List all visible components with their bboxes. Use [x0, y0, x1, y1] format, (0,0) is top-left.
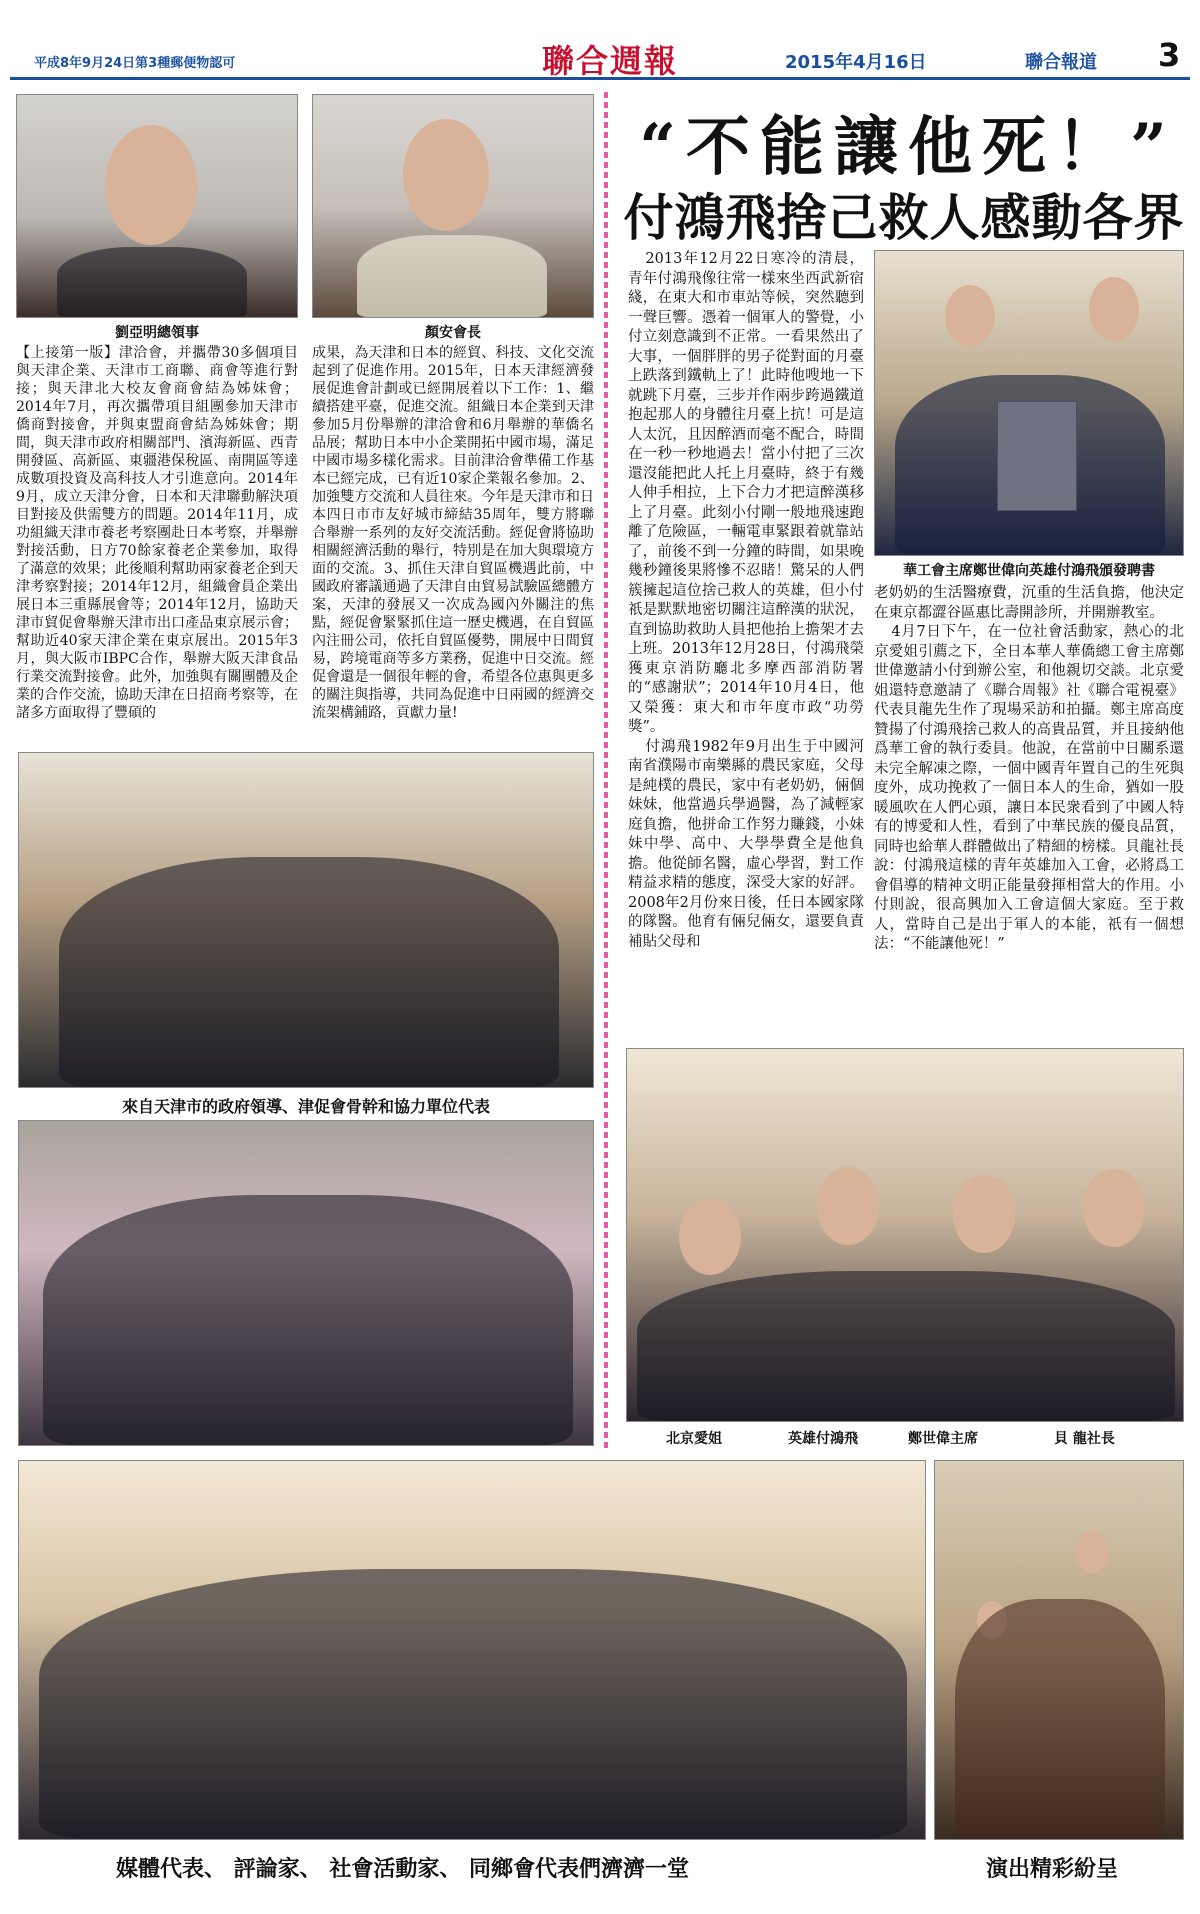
- story-text-2b: 4月7日下午，在一位社會活動家，熱心的北京愛姐引薦之下，全日本華人華僑總工會主席鄭世偉邀請小付到辦公室，和他親切交談。北京愛姐還特意邀請了《聯合周報》社《聯合電視臺》代表貝龍先生作了現場采訪和拍攝。鄭主席高度贊揚了付鴻飛捨己救人的高貴品質，并且接納他爲華工會的執行委員。他說，在當前中日關系還未完全解凍之際，一個中國青年置自己的生死與度外，成功挽救了一個日本人的生命，猶如一股暖風吹在人們心頭，讓日本民衆看到了中國人特有的博愛和人性，看到了中華民族的優良品質，同時也給華人群體做出了精細的榜樣。貝龍社長說：付鴻飛這樣的青年英雄加入工會，必將爲工會倡導的精神文明正能量發揮相當大的作用。小付則說，很高興加入工會這個大家庭。至于救人，當時自己是出于軍人的本能，祇有一個想法：“不能讓他死！”: [874, 624, 1184, 952]
- name-bei-long: 貝 龍社長: [1054, 1431, 1115, 1447]
- chairman-caption: 顏安會長: [425, 325, 481, 341]
- story-text-1: 2013年12月22日寒冷的清晨，青年付鴻飛像往常一樣來坐西武新宿綫，在東大和市車站等候，突然聽到一聲巨響。憑着一個軍人的警覺，小付立刻意識到不正常。一看果然出了大事，一個胖胖的男子從對面的月臺上跌落到鐵軌上了！此時他嗖地一下就跳下月臺，三步并作兩步跨過鐵道抱起那人的身體往月臺上抗！可是這人太沉，且因醉酒而毫不配合，時間在一秒一秒地過去！當小付把了三次還沒能把此人托上月臺時，終于有幾人伸手相拉，上下合力才把這醉漢移上了月臺。此刻小付剛一般地飛速跑離了危險區，一輛電車緊跟着就靠站了，前後不到一分鐘的時間，如果晚幾秒鐘後果將慘不忍睹！驚呆的人們簇擁起這位捨己救人的英雄，但小付祇是默默地密切關注這醉漢的狀況，直到協助救助人員把他抬上擔架才去上班。2013年12月28日，付鴻飛榮獲東京消防廳北多摩西部消防署的“感謝狀”；2014年10月4日，他又榮獲：東大和市年度市政“功勞獎”。: [628, 251, 864, 735]
- postal-permit: 平成8年9月24日第3種郵便物認可: [34, 56, 236, 71]
- consul-general-caption: 劉亞明總領事: [115, 325, 199, 341]
- headline-quote: “不能讓他死！”: [639, 110, 1177, 185]
- issue-date: 2015年4月16日: [785, 52, 927, 73]
- performance-caption: 演出精彩紛呈: [986, 1857, 1119, 1882]
- masthead: [10, 30, 1190, 80]
- award-caption: 華工會主席鄭世偉向英雄付鴻飛頒發聘書: [903, 563, 1155, 579]
- newspaper-title: 聯合週報: [542, 42, 679, 80]
- tianjin-delegation-photo: [18, 752, 594, 1088]
- headline-main: 付鴻飛捨己救人感動各界: [623, 189, 1185, 247]
- consul-general-photo: [16, 94, 298, 318]
- tianjin-delegation-caption: 來自天津市的政府領導、津促會骨幹和協力單位代表: [121, 1097, 490, 1116]
- article-text-col2: 成果，為天津和日本的經貿、科技、文化交流起到了促進作用。2015年，日本天津經濟發展促進會計劃或已經開展着以下工作：1、繼續搭建平臺，促進交流。組織日本企業到天津參加5月份舉辦的津洽會和6月舉辦的華僑名品展；幫助日本中小企業開拓中國市場，滿足中國市場多樣化需求。目前津洽會準備工作基本已經完成，已有近10家企業報名參加。2、加強雙方交流和人員往來。今年是天津市和日本四日市市友好城市締結35周年，雙方將聯合舉辦一系列的友好交流活動。經促會將協助相關經濟活動的舉行，特別是在加大與環境方面的交流。3、抓住天津自貿區機遇此前，中國政府審議通過了天津自由貿易試驗區總體方案，天津的發展又一次成為國內外關注的焦點，經促會緊緊抓住這一歷史機遇，在自貿區內注冊公司，依托自貿區優勢，開展中日間貿易，跨境電商等多方業務，促進中日交流。經促會還是一個很年輕的會，希望各位惠與更多的關注與指導，共同為促進中日兩國的經濟交流架構鋪路，貢獻力量!: [312, 345, 594, 721]
- award-ceremony-photo: [874, 250, 1184, 556]
- name-zheng-shiwei: 鄭世偉主席: [908, 1431, 978, 1447]
- story-column-1: [628, 250, 864, 1038]
- page-number: 3: [1158, 36, 1181, 74]
- media-group-photo: [18, 1460, 926, 1840]
- women-group-photo: [18, 1120, 594, 1446]
- name-beijing-aijie: 北京愛姐: [666, 1431, 722, 1447]
- four-people-photo: [626, 1048, 1184, 1422]
- media-group-caption: 媒體代表、 評論家、 社會活動家、 同鄉會代表們濟濟一堂: [116, 1857, 689, 1882]
- section-brand: 聯合報道: [1025, 52, 1097, 73]
- performance-photo: [934, 1460, 1184, 1840]
- article-continuation-col2: [312, 344, 594, 742]
- story-text-1b: 付鴻飛1982年9月出生于中國河南省濮陽市南樂縣的農民家庭，父母是純樸的農民，家中有老奶奶，倆個妹妹，他當過兵學過醫，為了減輕家庭負擔，他拼命工作努力賺錢，小妹妹中學、高中、大學學費全是他負擔。他從師名醫，虛心學習，對工作精益求精的態度，深受大家的好評。2008年2月份來日後，任日本國家隊的隊醫。他育有倆兒倆女，還要負責補貼父母和: [628, 738, 864, 950]
- article-continuation-col1: [16, 344, 298, 742]
- story-column-2: [874, 584, 1184, 1038]
- chairman-photo: [312, 94, 594, 318]
- story-text-2: 老奶奶的生活醫療費，沉重的生活負擔，他決定在東京都澀谷區惠比壽開診所，并開辦教室。: [874, 585, 1184, 621]
- column-divider: [604, 92, 608, 1452]
- name-fu-hongfei: 英雄付鴻飛: [788, 1431, 858, 1447]
- article-text-col1: 【上接第一版】津洽會，并攜帶30多個項目與天津企業、天津市工商聯、商會等進行對接；與天津北大校友會商會結為姊妹會；2014年7月，再次攜帶項目組團參加天津市僑商對接會，并與東盟商會結為姊妹會；期間，與天津市政府相關部門、濱海新區、西青開發區、高新區、東疆港保稅區、南開區等達成數項投資及高科技人才引進意向。2014年9月，成立天津分會，日本和天津聯動解決項目對接及供需雙方的問題。2014年11月，成功組織天津市養老考察團赴日本考察，并舉辦對接活動，日方70餘家養老企業參加，取得了滿意的效果；此後順利幫助兩家養老企到天津考察對接；2014年12月，組織會員企業出展日本三重縣展會等；2014年12月，協助天津市貿促會舉辦天津市出口產品東京展示會；幫助近40家天津企業在東京展出。2015年3月，與大阪市IBPC合作，舉辦大阪天津食品行業交流對接會。此外，加強與有關團體及企業的合作交流，協助天津在日招商考察等，在諸多方面取得了豐碩的: [16, 345, 298, 721]
